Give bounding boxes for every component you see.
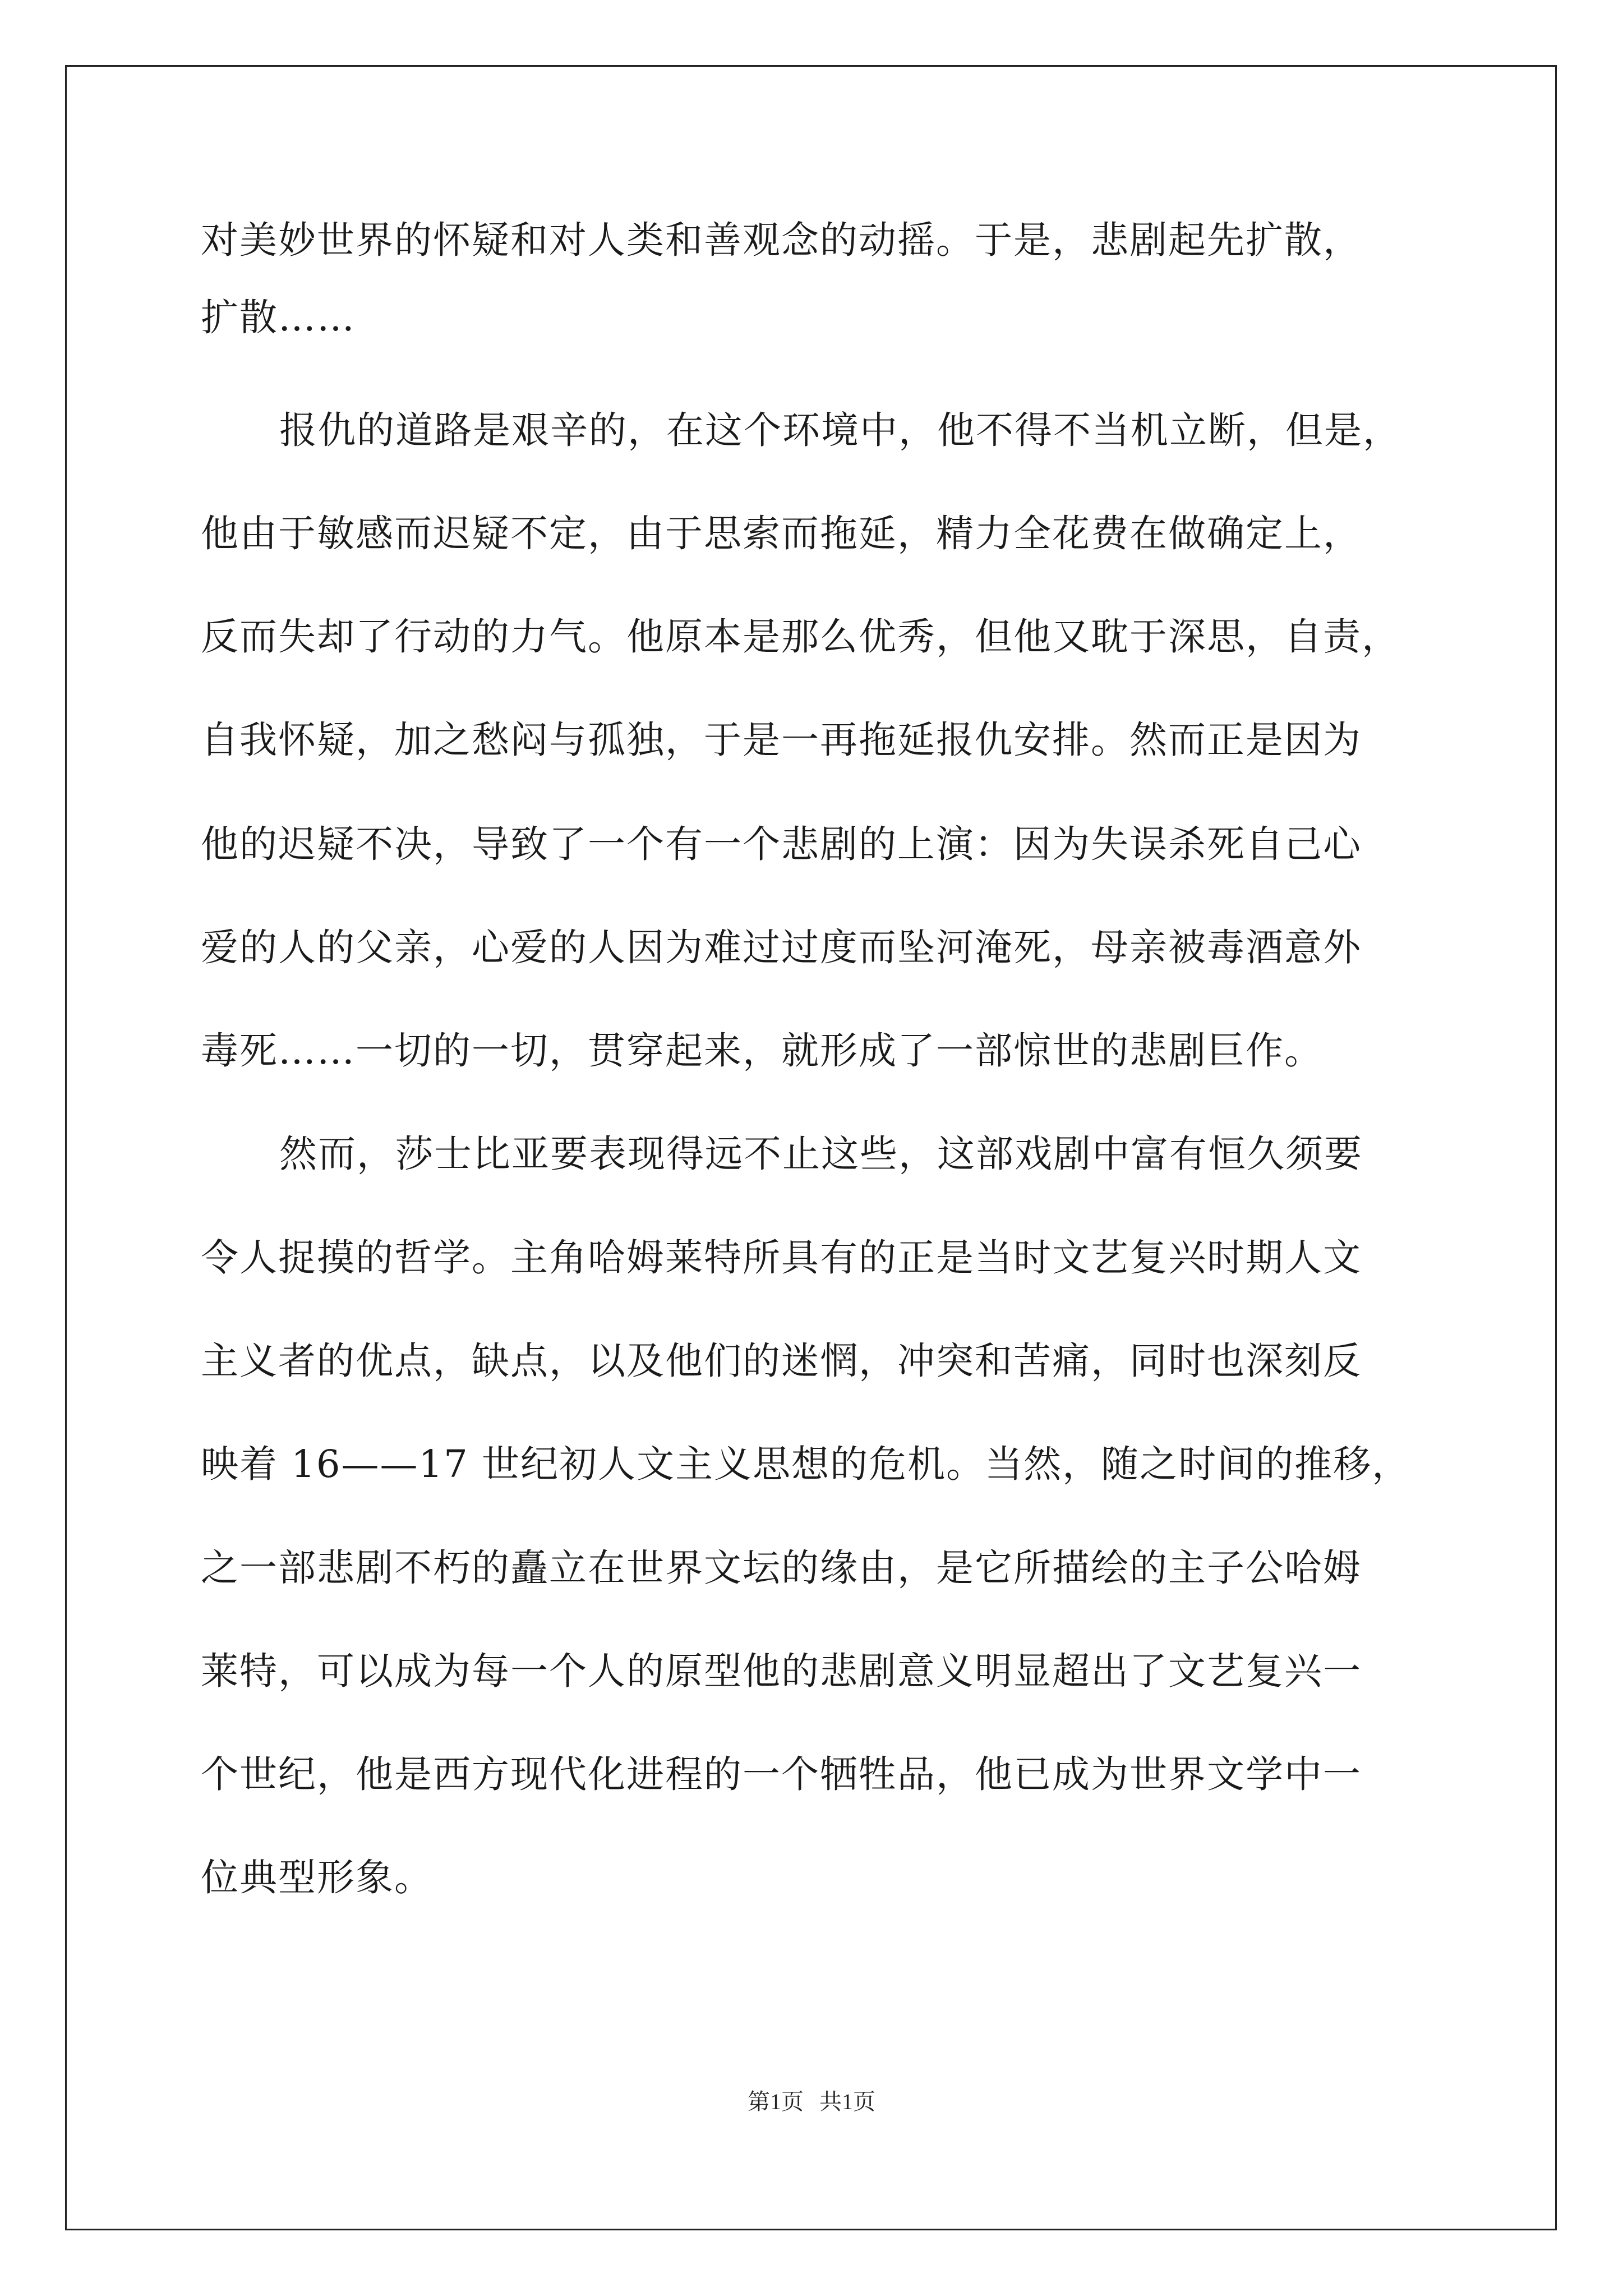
text-line: 报仇的道路是艰辛的，在这个环境中，他不得不当机立断，但是， <box>279 408 1401 452</box>
text-line: 他由于敏感而迟疑不定，由于思索而拖延，精力全花费在做确定上， <box>201 512 1362 555</box>
text-line: 位典型形象。 <box>201 1856 433 1899</box>
text-line: 爱的人的父亲，心爱的人因为难过过度而坠河淹死，母亲被毒酒意外 <box>201 926 1362 969</box>
text-line: 对美妙世界的怀疑和对人类和善观念的动摇。于是，悲剧起先扩散， <box>201 218 1362 262</box>
page-footer <box>0 2088 1623 2116</box>
text-line: 莱特，可以成为每一个人的原型他的悲剧意义明显超出了文艺复兴一 <box>201 1649 1362 1693</box>
text-line: 主义者的优点，缺点，以及他们的迷惘，冲突和苦痛，同时也深刻反 <box>201 1339 1362 1383</box>
text-line: 映着 16——17 世纪初人文主义思想的危机。当然，随之时间的推移， <box>201 1442 1411 1486</box>
text-line: 反而失却了行动的力气。他原本是那么优秀，但他又耽于深思，自责， <box>201 615 1400 659</box>
text-line: 令人捉摸的哲学。主角哈姆莱特所具有的正是当时文艺复兴时期人文 <box>201 1236 1362 1280</box>
text-line: 毒死……一切的一切，贯穿起来，就形成了一部惊世的悲剧巨作。 <box>201 1029 1323 1073</box>
text-line: 然而，莎士比亚要表现得远不止这些，这部戏剧中富有恒久须要 <box>279 1132 1363 1176</box>
text-line: 之一部悲剧不朽的矗立在世界文坛的缘由，是它所描绘的主子公哈姆 <box>201 1546 1362 1590</box>
page-total: 共1页 <box>819 2089 875 2114</box>
text-line: 个世纪，他是西方现代化进程的一个牺牲品，他已成为世界文学中一 <box>201 1752 1362 1796</box>
text-line: 自我怀疑，加之愁闷与孤独，于是一再拖延报仇安排。然而正是因为 <box>201 718 1362 762</box>
page-number: 第1页 <box>748 2089 804 2114</box>
text-line: 他的迟疑不决，导致了一个有一个悲剧的上演：因为失误杀死自己心 <box>201 822 1362 866</box>
text-line: 扩散…… <box>201 296 356 339</box>
